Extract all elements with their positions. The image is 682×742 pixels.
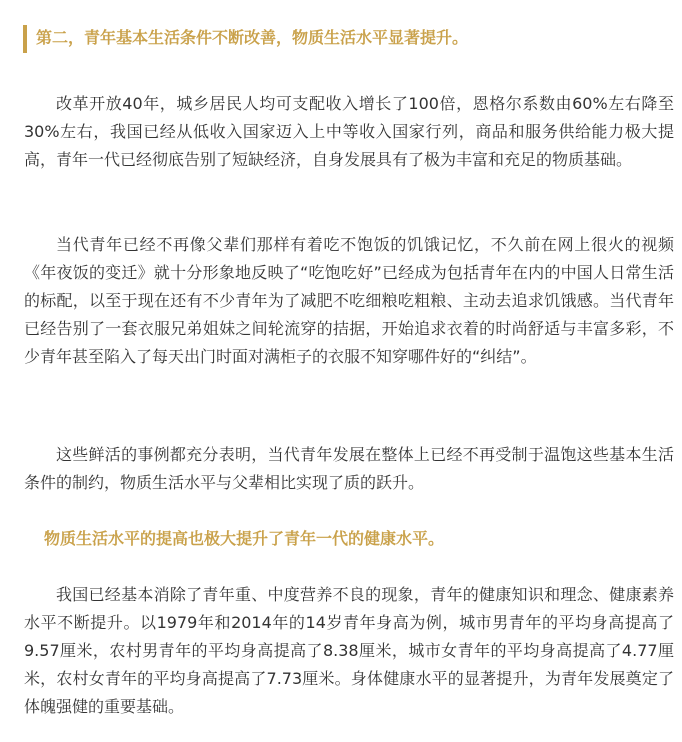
paragraph-conclusion: 这些鲜活的事例都充分表明，当代青年发展在整体上已经不再受制于温饱这些基本生活条件的制约，物质生活水平与父辈相比实现了质的跃升。 — [24, 445, 674, 492]
paragraph-income: 改革开放40年，城乡居民人均可支配收入增长了100倍，恩格尔系数由60%左右降至30%左右，我国已经从低收入国家迈入上中等收入国家行列，商品和服务供给能力极大提高，青年一代已经彻底告别了短缺经济，自身发展具有了极为丰富和充足的物质基础。 — [24, 94, 674, 169]
paragraph-health: 我国已经基本消除了青年重、中度营养不良的现象，青年的健康知识和理念、健康素养水平不断提升。以1979年和2014年的14岁青年身高为例，城市男青年的平均身高提高了9.57厘米，农村男青年的平均身高提高了8.38厘米，城市女青年的平均身高提高了4.77厘米，农村女青年的平均身高提高了7.73厘米。身体健康水平的显著提升，为青年发展奠定了体魄强健的重要基础。 — [24, 585, 674, 716]
paragraph-food-clothing: 当代青年已经不再像父辈们那样有着吃不饱饭的饥饿记忆，不久前在网上很火的视频《年夜饭的变迁》就十分形象地反映了“吃饱吃好”已经成为包括青年在内的中国人日常生活的标配，以至于现在还有不少青年为了减肥不吃细粮吃粗粮、主动去追求饥饿感。当代青年已经告别了一套衣服兄弟姐妹之间轮流穿的拮据，开始追求衣着的时尚舒适与丰富多彩，不少青年甚至陷入了每天出门时面对满柜子的衣服不知穿哪件好的“纠结”。 — [24, 235, 674, 366]
health-subheading: 物质生活水平的提高也极大提升了青年一代的健康水平。 — [44, 529, 445, 548]
section-heading: 第二，青年基本生活条件不断改善，物质生活水平显著提升。 — [36, 28, 469, 47]
heading-accent-bar — [23, 25, 27, 53]
